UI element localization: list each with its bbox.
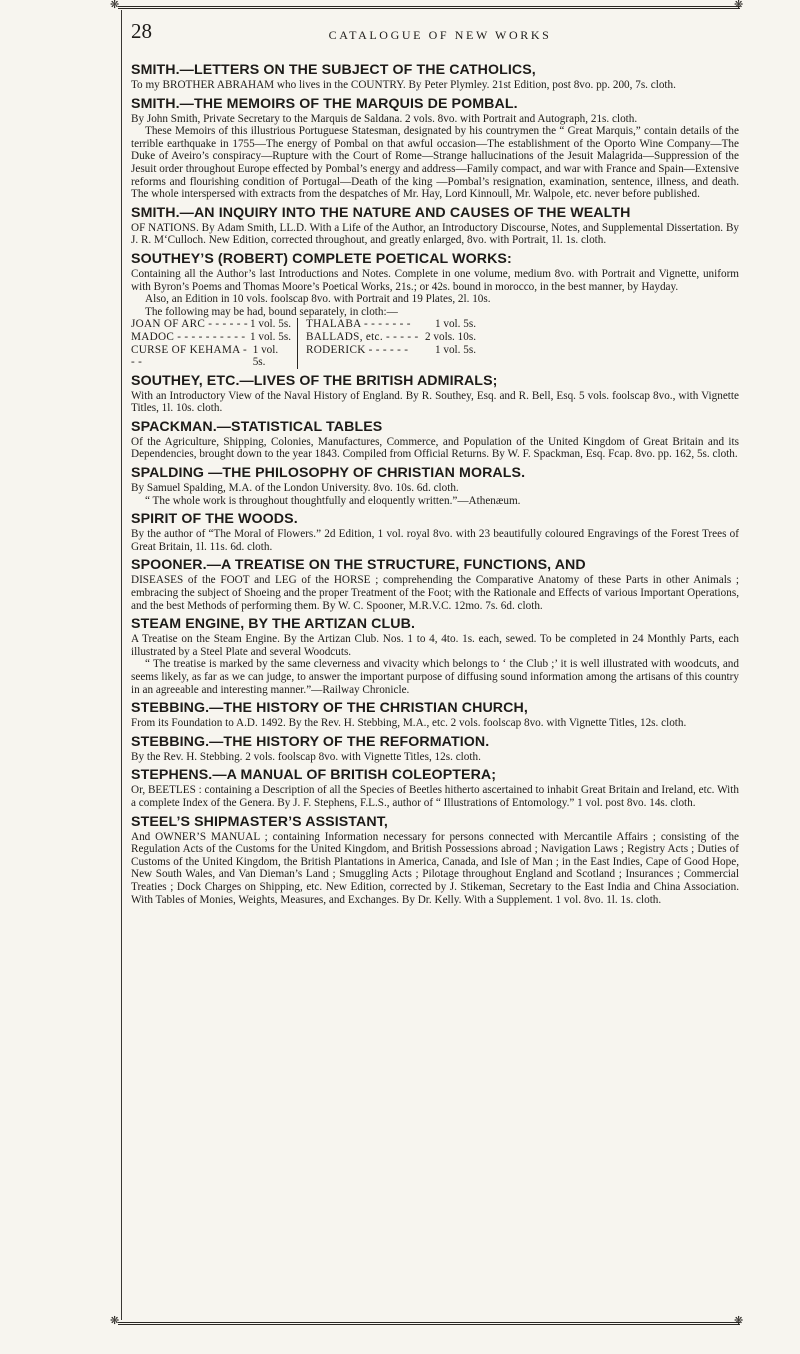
entry-description: With an Introductory View of the Naval History of England. By R. Southey, Esq. and R. Bell, Esq. 5 vols. foolscap 8vo., with Vignette Titles, 1l. 10s. cloth. — [131, 389, 739, 415]
entry-heading: STEPHENS.—A MANUAL OF BRITISH COLEOPTERA; — [131, 767, 497, 784]
entry-description: Also, an Edition in 10 vols. foolscap 8vo. with Portrait and 19 Plates, 2l. 10s. — [145, 293, 491, 306]
catalogue-entry — [131, 767, 739, 809]
left-margin-rule — [121, 10, 122, 1320]
volume-price: 1 vol. 5s. — [249, 318, 291, 331]
entry-heading: SPIRIT OF THE WOODS. — [131, 511, 298, 528]
entry-heading: SOUTHEY’S (ROBERT) COMPLETE POETICAL WORKS: — [131, 250, 512, 267]
catalogue-entry — [131, 814, 739, 907]
volume-row — [306, 318, 476, 331]
entry-description: Of the Agriculture, Shipping, Colonies, Manufactures, Commerce, and Population of the United Kingdom of Great Britain and its Dependencies, brought down to the year 1843. Compiled from Official Returns. By W. F. Spackman, Esq. Fcap. 8vo. pp. 162, 5s. cloth. — [131, 435, 739, 461]
volume-title: CURSE OF KEHAMA - - - — [131, 343, 248, 369]
catalogue-entry — [131, 511, 739, 553]
entry-heading: SPALDING —THE PHILOSOPHY OF CHRISTIAN MORALS. — [131, 465, 526, 482]
corner-ornament-icon: ❋ — [734, 0, 744, 11]
entry-heading: STEAM ENGINE, BY THE ARTIZAN CLUB. — [131, 616, 416, 633]
catalogue-entry — [131, 734, 739, 764]
volume-title: RODERICK - - - - - - — [306, 343, 409, 356]
entry-description: DISEASES of the FOOT and LEG of the HORSE ; comprehending the Comparative Anatomy of these Parts in other Animals ; embracing the subject of Shoeing and the proper Treatment of the Foot; with the Rationale and Effects of various Important Operations, and the best Methods of performing them. By W. C. Spooner, M.R.V.C. 12mo. 7s. 6d. cloth. — [131, 574, 739, 612]
catalogue-entry — [131, 465, 739, 507]
corner-ornament-icon: ❋ — [734, 1315, 744, 1327]
entry-description: And OWNER’S MANUAL ; containing Information necessary for persons connected with Mercantile Affairs ; consisting of the Regulation Acts of the Customs for the United Kingdom, and British Possessions abroad ; Navigation Laws ; Registry Acts ; Duties of Customs of the United Kingdom, the British Plantations in America, Canada, and Isle of Man ; in the East Indies, Cape of Good Hope, New South Wales, and Van Dieman’s Land ; Smuggling Acts ; Pilotage throughout England and Scotland ; Insurances ; Commercial Treaties ; Dock Charges on Shipping, etc. New Edition, corrected by J. Stikeman, Secretary to the East India and China Association. With Tables of Monies, Weights, Measures, and Exchanges. By Dr. Kelly. With a Supplement. 1 vol. 8vo. 1l. 1s. cloth. — [131, 830, 739, 906]
entry-description: “ The whole work is throughout thoughtfully and eloquently written.”—Athenæum. — [145, 494, 521, 507]
volume-row — [131, 331, 291, 344]
volume-row — [131, 344, 291, 369]
entry-description: Or, BEETLES : containing a Description of all the Species of Beetles hitherto ascertained to inhabit Great Britain and Ireland, etc. With a complete Index of the Genera. By J. F. Stephens, F.L.S., author of “ Illustrations of Entomology.” 1 vol. post 8vo. 14s. cloth. — [131, 784, 739, 809]
catalogue-entry — [131, 557, 739, 612]
entry-heading: STEEL’S SHIPMASTER’S ASSISTANT, — [131, 813, 388, 830]
page-number: 28 — [131, 19, 152, 43]
entry-heading: SOUTHEY, ETC.—LIVES OF THE BRITISH ADMIRALS; — [131, 372, 498, 389]
entry-heading: SMITH.—AN INQUIRY INTO THE NATURE AND CAUSES OF THE WEALTH — [131, 204, 631, 221]
entry-description: From its Foundation to A.D. 1492. By the Rev. H. Stebbing, M.A., etc. 2 vols. foolscap 8vo. with Vignette Titles, 12s. cloth. — [131, 717, 687, 730]
volume-price: 1 vol. 5s. — [434, 343, 476, 356]
catalogue-entry — [131, 251, 739, 369]
entry-heading: STEBBING.—THE HISTORY OF THE CHRISTIAN CHURCH, — [131, 700, 528, 717]
volume-row — [306, 331, 476, 344]
entry-heading: STEBBING.—THE HISTORY OF THE REFORMATION. — [131, 733, 490, 750]
catalogue-entry — [131, 62, 739, 92]
entry-heading: SPACKMAN.—STATISTICAL TABLES — [131, 418, 383, 435]
catalogue-entry — [131, 205, 739, 247]
catalogue-entry — [131, 616, 739, 696]
corner-ornament-icon: ❋ — [110, 0, 120, 11]
entry-description: A Treatise on the Steam Engine. By the Artizan Club. Nos. 1 to 4, 4to. 1s. each, sewed. To be completed in 24 Monthly Parts, each illustrated by a Steel Plate and several Woodcuts. — [131, 633, 739, 658]
catalogue-entry — [131, 700, 739, 730]
entry-description: To my BROTHER ABRAHAM who lives in the COUNTRY. By Peter Plymley. 21st Edition, post 8vo. pp. 200, 7s. cloth. — [131, 79, 676, 91]
entry-heading: SMITH.—LETTERS ON THE SUBJECT OF THE CATHOLICS, — [131, 62, 536, 78]
volume-row — [131, 318, 291, 331]
entry-description: By the Rev. H. Stebbing. 2 vols. foolscap 8vo. with Vignette Titles, 12s. cloth. — [131, 750, 481, 763]
corner-ornament-icon: ❋ — [110, 1315, 120, 1327]
entry-description: “ The treatise is marked by the same cleverness and vivacity which belongs to ‘ the Club ;’ it is well illustrated with woodcuts, and seems likely, as far as we can judge, to answer the important purpose of diffusing sound information among the artisans of this country in an agreeable and interesting manner.”—Railway Chronicle. — [131, 658, 739, 696]
entry-description: OF NATIONS. By Adam Smith, LL.D. With a Life of the Author, an Introductory Discourse, Notes, and Supplemental Dissertation. By J. R. M‘Culloch. New Edition, corrected throughout, and greatly enlarged, 8vo. with Portrait, 1l. 1s. cloth. — [131, 221, 739, 247]
volume-title: BALLADS, etc. - - - - - — [306, 330, 419, 343]
catalogue-content — [131, 62, 739, 910]
entry-description: These Memoirs of this illustrious Portuguese Statesman, designated by his countrymen the “ Great Marquis,” contain details of the terrible earthquake in 1755—The energy of Pombal on that awful occasion—The establishment of the Oporto Wine Company—The Duke of Aveiro’s conspiracy—Rupture with the Court of Rome—Strange hallucinations of the Jesuit Malagrida—Suppression of the Jesuit order throughout Europe effected by Pombal’s energy and address—Family compact, and war with France and Spain—Extensive reforms and flourishing condition of Portugal—Death of the king —Pombal’s resignation, examination, sentence, illness, and death. The whole interspersed with extracts from the despatches of Mr. Hay, Lord Kinnoull, Mr. Walpole, etc. never before published. — [131, 125, 739, 201]
catalogue-entry — [131, 373, 739, 415]
top-border-rule — [118, 6, 740, 9]
volume-price: 1 vol. 5s. — [434, 318, 476, 331]
bottom-border-rule — [118, 1322, 740, 1325]
separate-volumes-list — [131, 318, 739, 368]
entry-description: Containing all the Author’s last Introductions and Notes. Complete in one volume, medium 8vo. with Portrait and Vignette, uniform with Byron’s Poems and Thomas Moore’s Poetical Works, 21s.; or 42s. bound in morocco, in the best manner, by Hayday. — [131, 267, 739, 293]
entry-heading: SPOONER.—A TREATISE ON THE STRUCTURE, FUNCTIONS, AND — [131, 557, 586, 574]
running-head: CATALOGUE OF NEW WORKS — [328, 28, 552, 42]
volume-title: THALABA - - - - - - - — [306, 318, 411, 331]
entry-description: By Samuel Spalding, M.A. of the London University. 8vo. 10s. 6d. cloth. — [131, 482, 459, 495]
entry-description: By John Smith, Private Secretary to the Marquis de Saldana. 2 vols. 8vo. with Portrait and Autograph, 21s. cloth. — [131, 112, 638, 125]
volume-price: 1 vol. 5s. — [249, 330, 291, 343]
volume-row — [306, 344, 476, 357]
entry-description: By the author of “The Moral of Flowers.” 2d Edition, 1 vol. royal 8vo. with 23 beautifully coloured Engravings of the Forest Trees of Great Britain, 1l. 11s. 6d. cloth. — [131, 528, 739, 553]
volume-price: 2 vols. 10s. — [425, 330, 476, 343]
catalogue-entry — [131, 419, 739, 461]
entry-description: The following may be had, bound separately, in cloth:— — [145, 305, 398, 318]
catalogue-entry — [131, 96, 739, 201]
volume-title: JOAN OF ARC - - - - - - — [131, 318, 248, 331]
entry-heading: SMITH.—THE MEMOIRS OF THE MARQUIS DE POMBAL. — [131, 95, 518, 112]
volume-title: MADOC - - - - - - - - - - — [131, 330, 246, 343]
volume-price: 1 vol. 5s. — [252, 343, 279, 369]
